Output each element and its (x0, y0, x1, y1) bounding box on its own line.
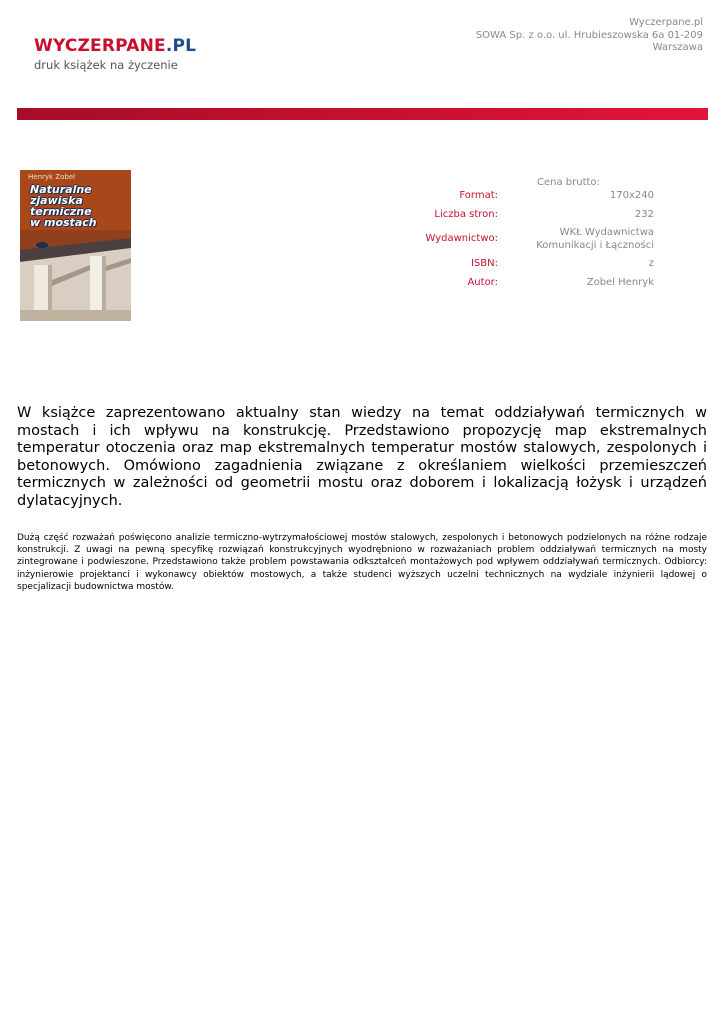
header-divider-bar (17, 108, 708, 120)
cover-title-line: termiczne (30, 205, 92, 218)
book-description-details: Dużą część rozważań poświęcono analizie termiczno-wytrzymałościowej mostów stalowych, zespolonych i betonowych podzielonych na różne rodzaje konstrukcji. Z uwagi na pewną specyfikę rozwiązań konstrukcyjnych wyodrębniono w rozważaniach problem oddziaływań termicznych na mosty zintegrowane i podwieszone. Przedstawiono także problem powstawania odkształceń montażowych pod wpływem oddziaływań termicznych. Odbiorcy: inżynierowie projektanci i wykonawcy obiektów mostowych, a także studenci wyższych uczelni technicznych na wydziale inżynierii lądowej o specjalizacji budownictwa mostów. (17, 533, 707, 592)
spec-row-isbn (380, 258, 654, 271)
book-specs (380, 190, 654, 295)
cover-title-line: zjawiska (30, 194, 83, 207)
company-address: SOWA Sp. z o.o. ul. Hrubieszowska 6a 01-209 (475, 29, 703, 41)
logo-tld: .PL (165, 36, 197, 56)
cover-title-line: w mostach (30, 216, 97, 229)
spec-value: 232 (634, 208, 654, 220)
cover-title (30, 184, 130, 228)
spec-value: z (648, 258, 654, 269)
spec-label: Liczba stron: (434, 208, 498, 220)
spec-label: Autor: (467, 276, 498, 288)
logo-tagline: druk książek na życzenie (34, 58, 178, 72)
book-description: W książce zaprezentowano aktualny stan wiedzy na temat oddziaływań termicznych w mostach i ich wpływu na konstrukcję. Przedstawiono propozycję map ekstremalnych temperatur otoczenia oraz map ekstremalnych temperatur mostów stalowych, zespolonych i betonowych. Omówiono zagadnienia związane z określaniem wielkości przemieszczeń termicznych w zależności od geometrii mostu oraz doborem i lokalizacją łożysk i urządzeń dylatacyjnych. (17, 405, 707, 509)
spec-label: ISBN: (470, 258, 498, 269)
spec-value: WKŁ Wydawnictwa Komunikacji i Łączności (536, 227, 654, 251)
price-label: Cena brutto: (537, 177, 600, 188)
cover-title-line: Naturalne (30, 183, 92, 196)
spec-row-format (380, 190, 654, 203)
spec-row-pages (380, 209, 654, 222)
site-logo[interactable] (34, 36, 196, 73)
spec-value: Zobel Henryk (586, 276, 654, 288)
spec-label: Format: (459, 190, 498, 201)
spec-row-author (380, 277, 654, 290)
spec-value: 170x240 (609, 190, 654, 201)
spec-label: Wydawnictwo: (425, 233, 498, 244)
spec-row-publisher (380, 227, 654, 252)
cover-author: Henryk Zobel (28, 173, 76, 181)
company-city: Warszawa (652, 42, 703, 53)
logo-brand: WYCZERPANE (34, 36, 166, 56)
company-info (476, 17, 703, 55)
company-name: Wyczerpane.pl (629, 17, 703, 28)
book-cover-image[interactable] (20, 170, 131, 321)
logo-wordmark (34, 36, 196, 56)
